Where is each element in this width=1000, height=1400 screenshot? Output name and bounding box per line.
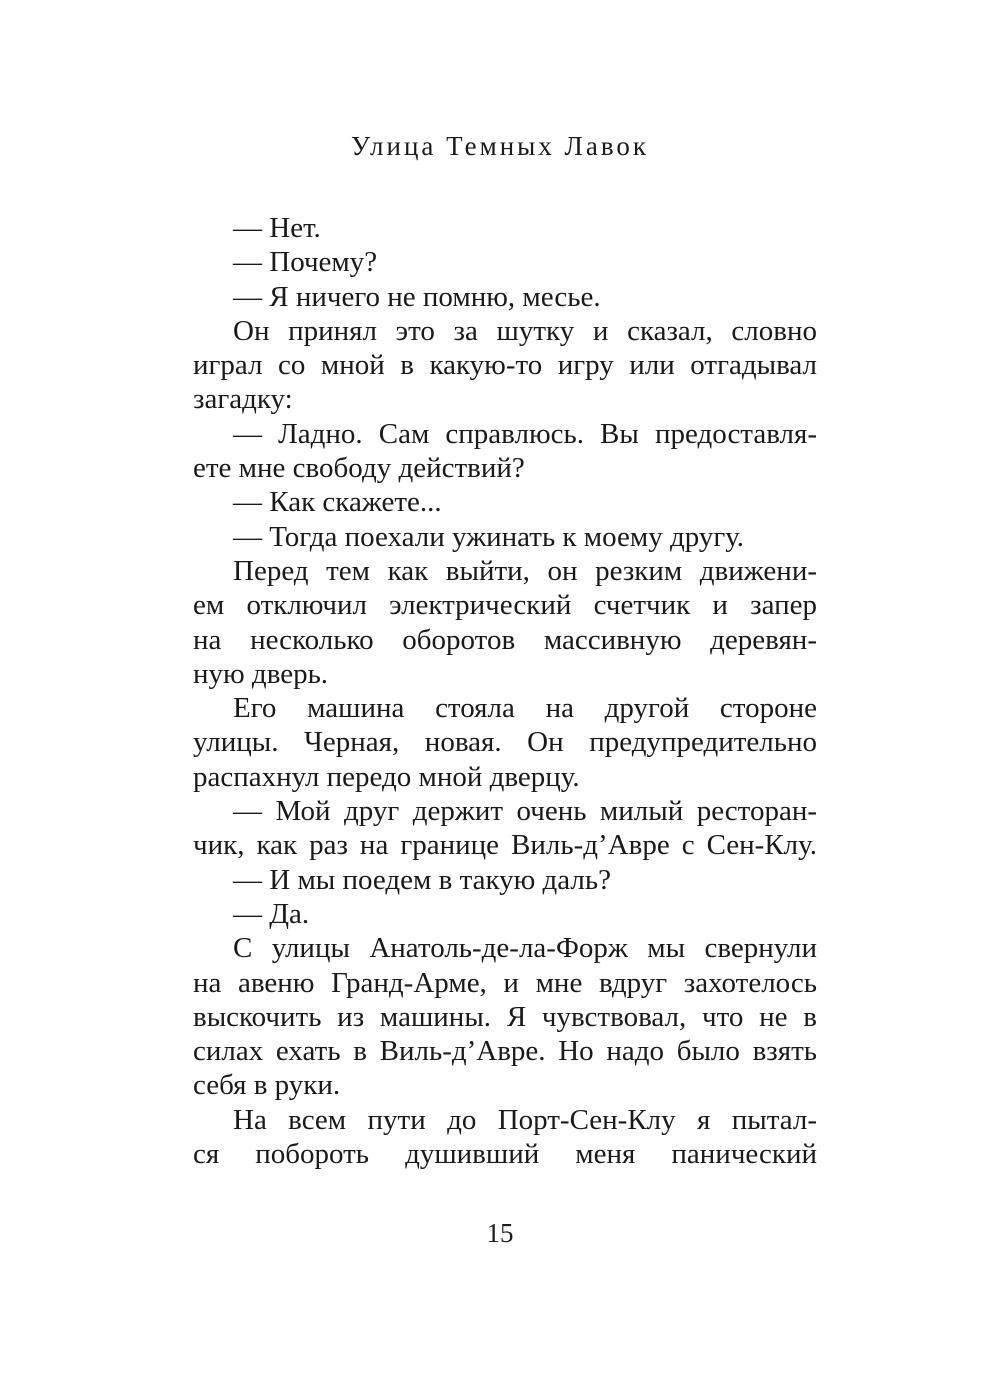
text-line: ную дверь.: [193, 657, 329, 690]
text-line: чик, как раз на границе Виль-д’Авре с Сен-Клу.: [193, 829, 817, 862]
text-line: играл со мной в какую-то игру или отгадывал: [193, 349, 817, 382]
text-line: — Да.: [233, 897, 310, 930]
text-line: на авеню Гранд-Арме, и мне вдруг захотелось: [193, 966, 817, 999]
text-line: себя в руки.: [193, 1069, 341, 1102]
text-line: Его машина стояла на другой стороне: [233, 692, 817, 725]
text-line: С улицы Анатоль-де-ла-Форж мы свернули: [233, 932, 817, 965]
text-line: улицы. Черная, новая. Он предупредительно: [193, 726, 817, 759]
text-line: выскочить из машины. Я чувствовал, что не в: [193, 1000, 817, 1033]
text-line: На всем пути до Порт-Сен-Клу я пытал-: [233, 1103, 817, 1136]
text-line: — Тогда поехали ужинать к моему другу.: [233, 520, 745, 553]
text-line: Он принял это за шутку и сказал, словно: [233, 314, 817, 347]
text-line: Перед тем как выйти, он резким движени-: [233, 554, 817, 587]
text-line: — Почему?: [233, 246, 378, 279]
text-line: — Нет.: [233, 212, 321, 244]
text-line: ем отключил электрический счетчик и запер: [193, 589, 817, 622]
text-line: — Я ничего не помню, месье.: [233, 280, 601, 313]
text-line: — Как скажете...: [233, 486, 442, 519]
text-line: — И мы поедем в такую даль?: [233, 863, 612, 896]
text-line: ся побороть душивший меня панический: [193, 1138, 817, 1171]
text-line: ете мне свободу действий?: [193, 452, 525, 485]
page-number: 15: [486, 1218, 514, 1248]
body-text: [193, 211, 817, 1171]
text-line: — Мой друг держит очень милый ресторан-: [233, 795, 817, 828]
text-line: — Ладно. Сам справлюсь. Вы предоставля-: [233, 417, 817, 450]
text-line: загадку:: [193, 383, 293, 416]
text-line: силах ехать в Виль-д’Авре. Но надо было взять: [193, 1035, 817, 1068]
running-head: Улица Темных Лавок: [350, 131, 650, 161]
text-line: на несколько оборотов массивную деревян-: [193, 623, 817, 656]
text-line: распахнул передо мной дверцу.: [193, 760, 580, 793]
